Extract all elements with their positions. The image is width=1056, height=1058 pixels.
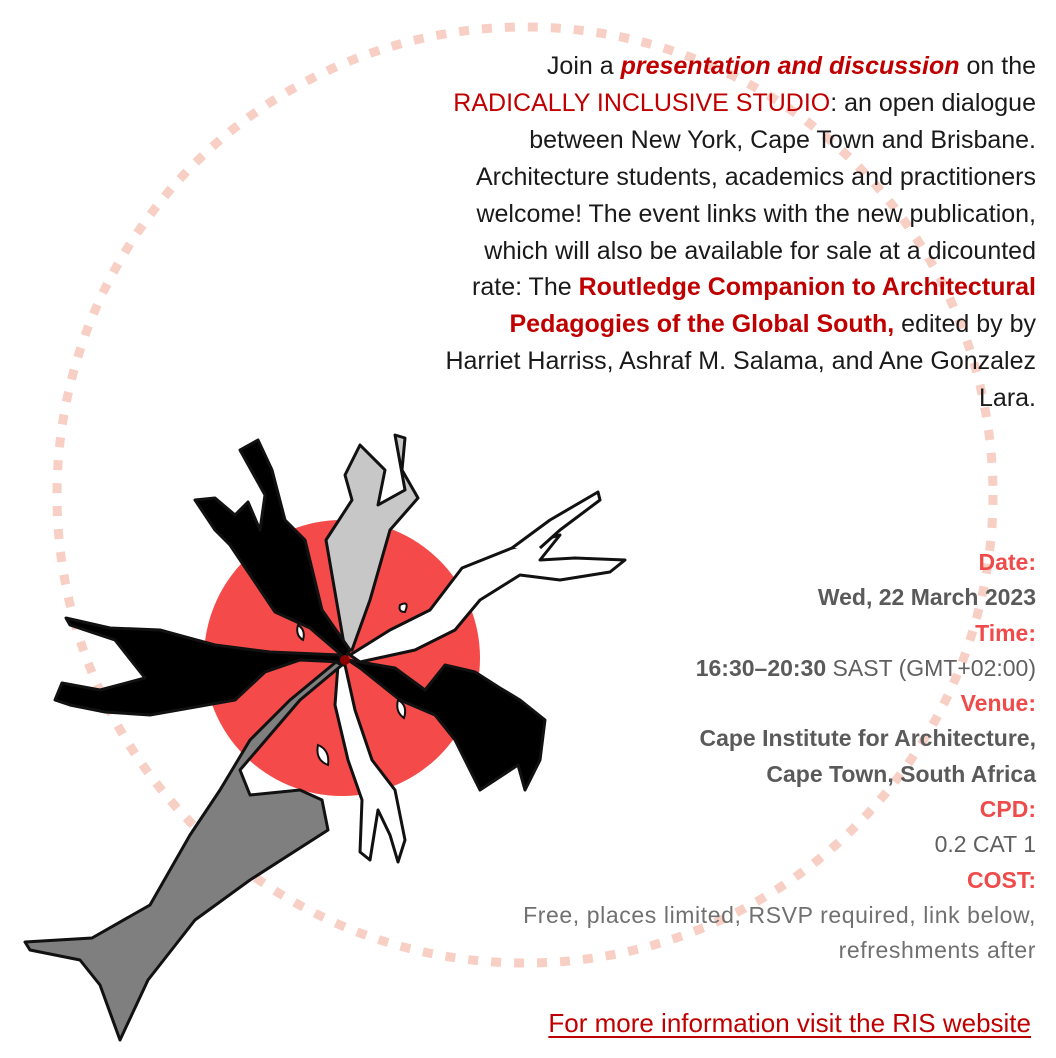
book-editors: edited by by Harriet Harriss, Ashraf M. Salama, and Ane Gonzalez Lara. <box>445 310 1036 413</box>
cpd-label: CPD: <box>979 796 1036 823</box>
date-value: Wed, 22 March 2023 <box>817 584 1036 611</box>
date-label: Date: <box>978 549 1036 575</box>
studio-name: RADICALLY INCLUSIVE STUDIO <box>453 88 831 117</box>
event-details <box>436 545 1036 969</box>
ris-website-link[interactable]: For more information visit the RIS website <box>548 1008 1031 1038</box>
intro-description: : an open dialogue between New York, Cape Town and Brisbane. Architecture students, academics and practitioners welcome! The event links with the new publication, which will also be available for sale at a dicounted rate: The <box>472 88 1036 302</box>
event-type: presentation and discussion <box>620 52 960 80</box>
cost-line-1: Free, places limited, RSVP required, link below, <box>523 901 1036 928</box>
time-row <box>436 651 1036 686</box>
cpd-value: 0.2 CAT 1 <box>934 831 1036 858</box>
center-point <box>340 655 350 665</box>
venue-line-2: Cape Town, South Africa <box>766 760 1036 787</box>
time-label: Time: <box>975 619 1036 646</box>
cost-line-2: refreshments after <box>838 937 1036 964</box>
venue-line-1: Cape Institute for Architecture, <box>699 725 1036 752</box>
intro-paragraph <box>436 48 1036 417</box>
time-value: 16:30–20:30 <box>695 654 827 681</box>
time-zone: SAST (GMT+02:00) <box>826 654 1036 681</box>
intro-prefix: Join a <box>546 52 621 80</box>
venue-label: Venue: <box>960 690 1036 717</box>
leaf-detail <box>400 604 407 612</box>
cost-label: COST: <box>967 866 1036 893</box>
book-title: Routledge Companion to Architectural Pedagogies of the Global South, <box>509 273 1036 339</box>
intro-on-the: on the <box>959 52 1036 80</box>
